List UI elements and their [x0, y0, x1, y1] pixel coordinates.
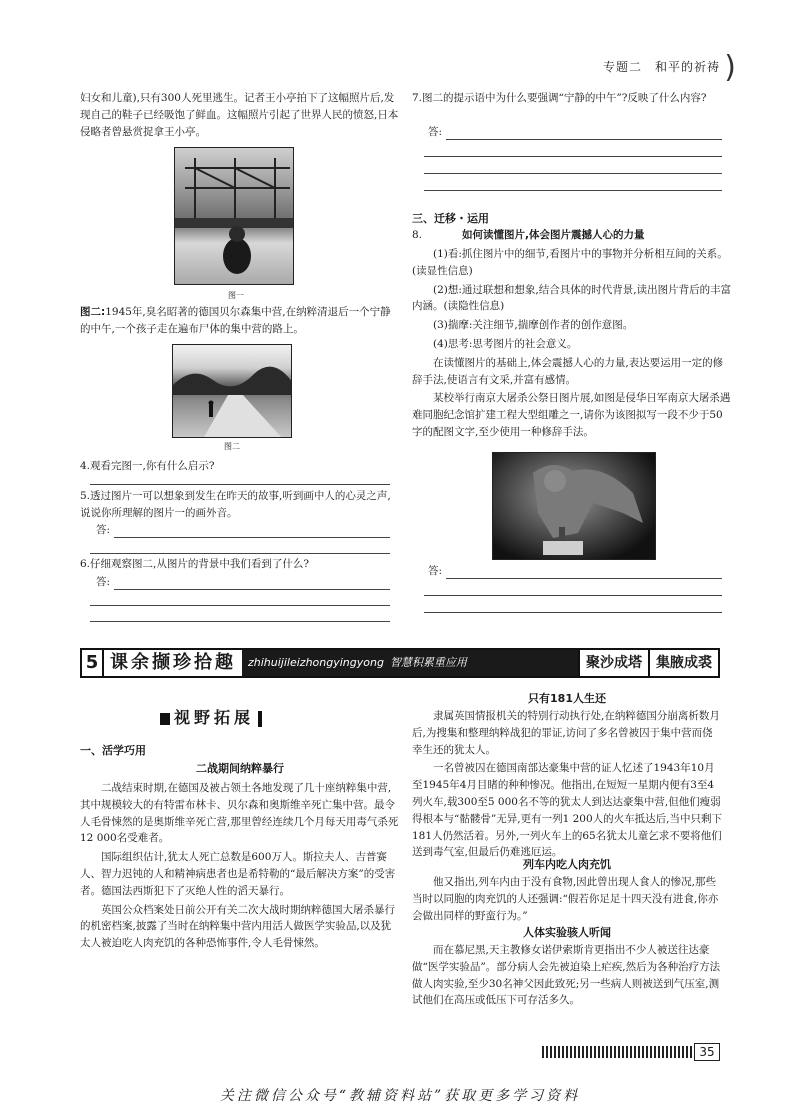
question-5-text: 5.透过图片一可以想象到发生在昨天的故事,听到画中人的心灵之声,说说你所理解的图片一的画外音。 [80, 490, 391, 519]
photo2-illustration [173, 345, 292, 438]
photo-belsen-path [172, 344, 292, 438]
right-para-2: 一名曾被囚在德国南部达豪集中营的证人忆述了1943年10月至1945年4月目睹的种种惨况。他指出,在短短一星期内便有3至4列火车,载300至5 000名不等的犹太人到达达豪集中营,但他们瘦弱得根本与“骷髅骨”无异,更有一列1 200人的火车抵达后,当中只剩下181人仍然活着。另外,一列火车上的65名犹太儿童乞求不要将他们送到毒气室,但最后仍难逃厄运。 [412, 762, 722, 859]
step-3: (3)揣摩:关注细节,揣摩创作者的创作意图。 [433, 319, 634, 332]
q7-answer-line-4[interactable] [424, 190, 722, 191]
right-title-3: 人体实验骇人听闻 [523, 926, 611, 939]
question-6-text: 6.仔细观察图二,从图片的背景中我们看到了什么? [80, 558, 309, 570]
question-4 [80, 458, 400, 477]
q6-answer-line-3[interactable] [90, 621, 390, 622]
step-2: (2)想:通过联想和想象,结合具体的时代背景,读出图片背后的丰富内涵。(读隐性信息) [412, 283, 732, 313]
banner-pinyin [242, 650, 578, 676]
q8-paragraph-2: 某校举行南京大屠杀公祭日图片展,如图是侵华日军南京大屠杀遇难同胞纪念馆扩建工程大型组雕之一,请你为该图拟写一段不少于50字的配图文字,至少使用一种修辞手法。 [412, 392, 731, 438]
question-4-text: 4.观看完图一,你有什么启示? [80, 460, 215, 472]
page-hatch-decoration [542, 1046, 692, 1058]
section-head-shiye [160, 705, 262, 731]
question-7 [412, 90, 732, 109]
q7-answer-label: 答: [428, 126, 443, 138]
q6-answer-label: 答: [96, 576, 111, 588]
q5-answer-line-1[interactable] [114, 537, 390, 538]
header-bracket-icon: ) [724, 50, 736, 85]
fig2-text: 1945年,臭名昭著的德国贝尔森集中营,在纳粹清退后一个宁静的中午,一个孩子走在遍布尸体的集中营的路上。 [80, 306, 391, 335]
banner-number: 5 [82, 650, 104, 676]
banner-tag-1: 聚沙成塔 [578, 650, 648, 676]
left-intro [80, 90, 400, 142]
q6-answer-line-1[interactable] [114, 589, 390, 590]
banner-pinyin-text: zhihuijileizhongyingyong [248, 656, 384, 670]
article-body [80, 780, 400, 954]
page-number-box [542, 1043, 722, 1061]
running-head: 专题二 和平的祈祷 [602, 60, 720, 74]
page-number: 35 [694, 1043, 720, 1061]
banner-title: 课余撷珍拾趣 [110, 651, 236, 673]
q8-paragraph-1: 在读懂图片的基础上,体会震撼人心的力量,表达要运用一定的修辞手法,使语言有文采,并富有感情。 [412, 356, 724, 386]
right-body-1 [412, 708, 722, 863]
fig2-label: 图二: [80, 306, 106, 318]
q8-answer-line-2[interactable] [424, 595, 722, 596]
q8-answer-label: 答: [428, 565, 443, 577]
section-banner [80, 648, 720, 678]
q6-answer-line-2[interactable] [90, 605, 390, 606]
q7-answer-line-2[interactable] [424, 156, 722, 157]
right-para-1: 隶属英国情报机关的特别行动执行处,在纳粹德国分崩离析数月后,为搜集和整理纳粹战犯的罪证,访问了多名曾被囚于集中营而侥幸生还的犹太人。 [412, 710, 720, 756]
photo1-illustration [175, 148, 294, 285]
right-para-4: 而在慕尼黑,天主教修女诺伊索斯肯更指出不少人被送往达豪做“医学实验品”。部分病人会先被迫染上疟疾,然后为各种治疗方法做人肉实验,至少30名神父因此致死;另一些病人则被送到气压室,测试他们在高压或低压下可存活多久。 [412, 944, 721, 1007]
photo2-caption: 图二 [224, 442, 240, 451]
photo1-caption: 图一 [228, 291, 244, 300]
fig2-description [80, 304, 400, 340]
q4-answer-line-1[interactable] [90, 484, 390, 485]
footer-note: 关注微信公众号“教辅资料站”获取更多学习资料 [219, 1088, 581, 1104]
q8-title: 如何读懂图片,体会图片震撼人心的力量 [462, 229, 645, 241]
banner-pinyin-cn: 智慧积累重应用 [389, 656, 467, 670]
photo-memorial-sculpture [492, 452, 656, 560]
q8-answer-line-3[interactable] [424, 612, 722, 613]
step-1: (1)看:抓住图片中的细节,看图片中的事物并分析相互间的关系。(读显性信息) [412, 248, 728, 277]
q8-steps [412, 246, 732, 443]
article-para-3: 英国公众档案处日前公开有关二次大战时期纳粹德国大屠杀暴行的机密档案,披露了当时在纳粹集中营内用活人做医学实验品,以及犹太人被迫吃人肉充饥的各种恐怖事件,令人毛骨悚然。 [80, 903, 395, 950]
article-para-2: 国际组织估计,犹太人死亡总数是600万人。斯拉夫人、吉普赛人、智力迟钝的人和精神病患者也是希特勒的“最后解决方案”的受害者。德国法西斯犯下了灭绝人性的滔天暴行。 [80, 851, 396, 897]
q8-number: 8. [412, 229, 423, 241]
right-para-3: 他又指出,列车内由于没有食物,因此曾出现人食人的惨况,那些当时以同胞的肉充饥的人还强调:“假若你足足十四天没有进食,你亦会做出同样的野蛮行为。” [412, 876, 719, 922]
q7-answer-line-3[interactable] [424, 173, 722, 174]
q5-answer-label: 答: [96, 524, 111, 536]
right-body-3 [412, 942, 722, 1011]
question-5 [80, 488, 400, 524]
question-6 [80, 556, 400, 575]
right-body-2 [412, 874, 722, 926]
article-para-1: 二战结束时期,在德国及被占领土各地发现了几十座纳粹集中营,其中规模较大的有特雷布林卡、贝尔森和奥斯维辛死亡集中营。最令人毛骨悚然的是奥斯维辛死亡营,那里曾经连续几个月每天用毒气杀死12 000名受难者。 [80, 782, 399, 845]
banner-tag-2: 集腋成裘 [648, 650, 718, 676]
section-bar-icon [258, 711, 262, 727]
right-title-1: 只有181人生还 [528, 692, 606, 705]
question-7-text: 7.图二的提示语中为什么要强调“宁静的中午”?反映了什么内容? [412, 92, 707, 104]
section-mark-icon [160, 713, 170, 725]
right-title-2: 列车内吃人肉充饥 [523, 858, 611, 871]
q5-answer-line-2[interactable] [90, 553, 390, 554]
subsection-1: 一、活学巧用 [80, 744, 146, 757]
q7-answer-line-1[interactable] [446, 139, 722, 140]
photo3-illustration [493, 453, 656, 560]
step-4: (4)思考:思考图片的社会意义。 [433, 337, 578, 350]
intro-paragraph: 妇女和儿童),只有300人死里逃生。记者王小亭拍下了这幅照片后,发现自己的鞋子已经吸饱了鲜血。这幅照片引起了世界人民的愤怒,日本侵略者曾悬赏捉拿王小亭。 [80, 92, 399, 138]
photo-shanghai-station [174, 147, 294, 285]
article-title: 二战期间纳粹暴行 [196, 762, 284, 775]
section-3-heading: 三、迁移・运用 [412, 212, 489, 225]
q8-answer-line-1[interactable] [446, 578, 722, 579]
section-head-text: 视野拓展 [174, 708, 255, 727]
